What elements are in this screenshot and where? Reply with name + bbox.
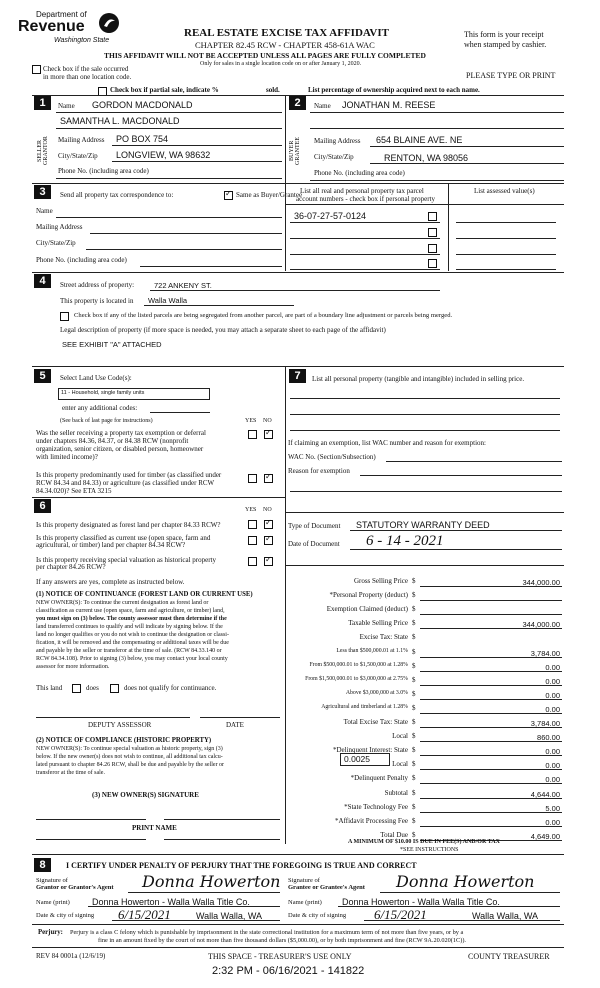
multi-location-label-1: Check box if the sale occurred bbox=[43, 65, 129, 73]
personal-property-checkbox-1[interactable] bbox=[428, 212, 437, 221]
legal-description-label: Legal description of property (if more space is needed, you may attach a separate sheet to each page of the affidavit) bbox=[60, 326, 386, 334]
sec6-yes-header: YES bbox=[245, 507, 257, 513]
dollar-sign: $ bbox=[412, 633, 416, 641]
see-instructions-note: *SEE INSTRUCTIONS bbox=[400, 847, 459, 853]
tax-row-value[interactable]: 3,784.00 bbox=[530, 649, 560, 658]
dollar-sign: $ bbox=[412, 605, 416, 613]
sec5-q2-line: 84.34.020)? See ETA 3215 bbox=[36, 487, 112, 495]
buyer-name-label: Name bbox=[314, 102, 331, 110]
grantee-name: Donna Howerton - Walla Walla Title Co. bbox=[342, 897, 500, 907]
sec6-q3-yes-checkbox[interactable] bbox=[248, 557, 257, 566]
rev-number: REV 84 0001a (12/6/19) bbox=[36, 952, 106, 960]
correspondence-city-label: City/State/Zip bbox=[36, 239, 76, 247]
grantee-sig-label-1: Signature of bbox=[288, 877, 320, 884]
grantor-date: 6/15/2021 bbox=[118, 907, 171, 922]
multi-location-checkbox[interactable] bbox=[32, 65, 41, 74]
notice1-line: you must sign on (3) below. The county assessor must then determine if the bbox=[36, 616, 227, 622]
notice1-line: and payable by the seller or transferor at the time of sale. (RCW 84.33.140 or bbox=[36, 648, 222, 654]
minimum-due-note: A MINIMUM OF $10.00 IS DUE IN FEE(S) AND/OR TAX bbox=[348, 839, 500, 845]
dor-swirl-icon bbox=[98, 12, 120, 34]
local-rate-field[interactable] bbox=[340, 753, 390, 766]
dollar-sign: $ bbox=[412, 690, 416, 698]
local-rate: 0.0025 bbox=[344, 754, 370, 764]
section-6-number: 6 bbox=[34, 499, 51, 513]
same-as-buyer-checkbox[interactable] bbox=[224, 191, 233, 200]
section-8-number: 8 bbox=[34, 858, 51, 872]
segregated-checkbox[interactable] bbox=[60, 312, 69, 321]
personal-property-checkbox-2[interactable] bbox=[428, 228, 437, 237]
tax-row-label: *Affidavit Processing Fee bbox=[335, 817, 408, 825]
buyer-mailing: 654 BLAINE AVE. NE bbox=[376, 135, 463, 145]
notice1-line: NEW OWNER(S): To continue the current designation as forest land or bbox=[36, 600, 209, 606]
correspondence-phone-label: Phone No. (including area code) bbox=[36, 256, 127, 264]
wac-number-label: WAC No. (Section/Subsection) bbox=[288, 453, 376, 461]
seller-city: LONGVIEW, WA 98632 bbox=[116, 150, 211, 160]
please-type: PLEASE TYPE OR PRINT bbox=[466, 71, 556, 80]
tax-row-label: *Delinquent Interest: State bbox=[332, 746, 408, 754]
sec6-q3-no-checkbox[interactable] bbox=[264, 557, 273, 566]
sec5-q1-line: with limited income)? bbox=[36, 453, 98, 461]
grantor-signature: Donna Howerton bbox=[142, 872, 281, 891]
sec6-question-1: Is this property designated as forest land per chapter 84.33 RCW? bbox=[36, 521, 221, 529]
ownership-note: List percentage of ownership acquired next to each name. bbox=[308, 86, 480, 94]
tax-row-label: Taxable Selling Price bbox=[348, 619, 408, 627]
segregated-label: Check box if any of the listed parcels are being segregated from another parcel, are part of a boundary line adjustment or parcels being merged. bbox=[74, 312, 453, 319]
dollar-sign: $ bbox=[412, 619, 416, 627]
tax-row-label: Agricultural and timberland at 1.28% bbox=[321, 704, 408, 710]
section-4-number: 4 bbox=[34, 274, 51, 288]
sec6-question-3-line: Is this property receiving special valuation as historical property bbox=[36, 556, 217, 564]
buyer-city-label: City/State/Zip bbox=[314, 153, 354, 161]
single-location-note: Only for sales in a single location code on or after January 1, 2020. bbox=[200, 61, 362, 67]
perjury-label: Perjury: bbox=[38, 929, 63, 936]
dept-of-text: Department of bbox=[36, 10, 87, 19]
grantee-sig-label-2: Grantee or Grantee's Agent bbox=[288, 884, 365, 891]
land-use-value: 11 - Household, single family units bbox=[61, 390, 145, 396]
document-date: 6 - 14 - 2021 bbox=[366, 533, 444, 549]
grantee-date-city-label: Date & city of signing bbox=[288, 912, 347, 919]
washington-state-text: Washington State bbox=[54, 37, 110, 44]
land-does-label: does bbox=[86, 684, 99, 692]
sec5-q1-yes-checkbox[interactable] bbox=[248, 430, 257, 439]
grantee-name-label: Name (print) bbox=[288, 899, 322, 906]
grantee-signature: Donna Howerton bbox=[396, 872, 535, 891]
tax-row-value[interactable]: 0.00 bbox=[545, 747, 560, 756]
tax-row-label: Local bbox=[392, 732, 408, 740]
multi-location-label-2: in more than one location code. bbox=[43, 73, 132, 81]
correspondence-name-label: Name bbox=[36, 207, 53, 215]
tax-row-value[interactable]: 0.00 bbox=[545, 761, 560, 770]
send-correspondence-label: Send all property tax correspondence to: bbox=[60, 191, 174, 199]
sec5-no-header: NO bbox=[263, 418, 272, 424]
sec5-q2-line: RCW 84.34 and 84.33) or agriculture (as classified under RCW bbox=[36, 479, 215, 487]
street-address: 722 ANKENY ST. bbox=[154, 281, 212, 290]
deputy-assessor-label: DEPUTY ASSESSOR bbox=[88, 721, 152, 729]
tax-row-label: Total Due bbox=[380, 831, 408, 839]
parcel-number: 36-07-27-57-0124 bbox=[294, 211, 367, 221]
located-in-label: This property is located in bbox=[60, 297, 134, 305]
tax-row-value[interactable]: 5.00 bbox=[545, 804, 560, 813]
document-type: STATUTORY WARRANTY DEED bbox=[356, 520, 490, 530]
personal-property-checkbox-4[interactable] bbox=[428, 259, 437, 268]
tax-row-label: Above $3,000,000 at 3.0% bbox=[345, 690, 408, 696]
tax-row-label: From $1,500,000.01 to $3,000,000 at 2.75% bbox=[305, 676, 408, 682]
tax-row-value[interactable]: 0.00 bbox=[545, 691, 560, 700]
tax-row-value[interactable]: 0.00 bbox=[545, 705, 560, 714]
seller-city-label: City/State/Zip bbox=[58, 152, 98, 160]
land-does-not-label: does not qualify for continuance. bbox=[124, 684, 217, 692]
tax-row-label: Excise Tax: State bbox=[359, 633, 408, 641]
notice1-line: RCW 84.34.108). Prior to signing (3) below, you may contact your local county bbox=[36, 656, 228, 662]
form-title: REAL ESTATE EXCISE TAX AFFIDAVIT bbox=[184, 27, 389, 39]
dollar-sign: $ bbox=[412, 662, 416, 670]
sec5-q2-line: Is this property predominantly used for timber (as classified under bbox=[36, 471, 222, 479]
see-back-note: (See back of last page for instructions) bbox=[60, 418, 153, 424]
grantor-date-city-label: Date & city of signing bbox=[36, 912, 95, 919]
tax-row-value[interactable]: 344,000.00 bbox=[522, 578, 560, 587]
notice2-line: lated pursuant to chapter 84.26 RCW, shall be due and payable by the seller or bbox=[36, 762, 225, 768]
dollar-sign: $ bbox=[412, 648, 416, 656]
tax-row-value[interactable]: 4,649.00 bbox=[530, 832, 560, 841]
county-treasurer-label: COUNTY TREASURER bbox=[468, 952, 550, 961]
same-as-buyer-label: Same as Buyer/Grantee bbox=[236, 191, 303, 199]
personal-property-checkbox-3[interactable] bbox=[428, 244, 437, 253]
dollar-sign: $ bbox=[412, 774, 416, 782]
seller-mailing-label: Mailing Address bbox=[58, 136, 105, 144]
dollar-sign: $ bbox=[412, 760, 416, 768]
recording-stamp: 2:32 PM - 06/16/2021 - 141822 bbox=[212, 965, 365, 977]
sec6-question-2-line: Is this property classified as current use (open space, farm and bbox=[36, 534, 211, 542]
section-2-number: 2 bbox=[289, 96, 306, 110]
assessor-date-label: DATE bbox=[226, 721, 244, 729]
section-1-number: 1 bbox=[34, 96, 51, 110]
dor-logo bbox=[18, 10, 128, 50]
seller-name-1: GORDON MACDONALD bbox=[92, 100, 193, 110]
revenue-text: Revenue bbox=[18, 18, 85, 35]
sec6-question-3-line: per chapter 84.26 RCW? bbox=[36, 563, 106, 571]
dollar-sign: $ bbox=[412, 704, 416, 712]
grantor-name-label: Name (print) bbox=[36, 899, 70, 906]
form-subtitle: CHAPTER 82.45 RCW - CHAPTER 458-61A WAC bbox=[195, 40, 375, 50]
dollar-sign: $ bbox=[412, 732, 416, 740]
notice2-line: NEW OWNER(S): To continue special valuation as historic property, sign (3) bbox=[36, 746, 223, 752]
treasurer-use-note: THIS SPACE - TREASURER'S USE ONLY bbox=[208, 952, 352, 961]
sec5-q2-no-checkbox[interactable] bbox=[264, 474, 273, 483]
buyer-name-1: JONATHAN M. REESE bbox=[342, 100, 436, 110]
grantee-city: Walla Walla, WA bbox=[472, 911, 539, 921]
buyer-city: RENTON, WA 98056 bbox=[384, 153, 469, 163]
land-use-label: Select Land Use Code(s): bbox=[60, 374, 132, 382]
sec6-q2-no-checkbox[interactable] bbox=[264, 536, 273, 545]
dollar-sign: $ bbox=[412, 676, 416, 684]
grantor-name: Donna Howerton - Walla Walla Title Co. bbox=[92, 897, 250, 907]
buyer-grantee-label: BUYER GRANTEE bbox=[289, 137, 301, 165]
grantor-sig-label-1: Signature of bbox=[36, 877, 68, 884]
receipt-note-1: This form is your receipt bbox=[464, 30, 544, 39]
buyer-mailing-label: Mailing Address bbox=[314, 137, 361, 145]
exemption-claim-label: If claiming an exemption, list WAC number and reason for exemption: bbox=[288, 439, 486, 447]
exemption-reason-label: Reason for exemption bbox=[288, 467, 350, 475]
form-warning: THIS AFFIDAVIT WILL NOT BE ACCEPTED UNLESS ALL PAGES ARE FULLY COMPLETED bbox=[104, 51, 426, 60]
notice-compliance-title: (2) NOTICE OF COMPLIANCE (HISTORIC PROPERTY) bbox=[36, 737, 212, 744]
tax-row-label: From $500,000.01 to $1,500,000 at 1.28% bbox=[309, 662, 408, 668]
notice1-line: land transferred continues to qualify and will indicate by signing below. If the bbox=[36, 624, 223, 630]
sec5-q1-no-checkbox[interactable] bbox=[264, 430, 273, 439]
tax-row-value[interactable]: 4,644.00 bbox=[530, 790, 560, 799]
buyer-phone-label: Phone No. (including area code) bbox=[314, 169, 405, 177]
this-land-label: This land bbox=[36, 684, 63, 692]
located-in: Walla Walla bbox=[148, 296, 188, 305]
notice2-line: transferor at the time of sale. bbox=[36, 770, 105, 776]
correspondence-mailing-label: Mailing Address bbox=[36, 223, 83, 231]
seller-phone-label: Phone No. (including area code) bbox=[58, 167, 149, 175]
parcel-header-1: List all real and personal property tax parcel bbox=[300, 187, 424, 195]
dollar-sign: $ bbox=[412, 831, 416, 839]
sec5-q1-line: Was the seller receiving a property tax exemption or deferral bbox=[36, 429, 206, 437]
sec6-question-2-line: agricultural, or timber) land per chapter 84.34 RCW? bbox=[36, 541, 186, 549]
land-does-not-checkbox[interactable] bbox=[110, 684, 119, 693]
grantor-sig-label-2: Grantor or Grantor's Agent bbox=[36, 884, 114, 891]
dollar-sign: $ bbox=[412, 577, 416, 585]
tax-row-value[interactable]: 0.00 bbox=[545, 677, 560, 686]
perjury-text-2: fine in an amount fixed by the court of not more than five thousand dollars ($5,000.00), or by both imprisonment and fine (RCW 9A.20.020(1C)). bbox=[98, 937, 467, 944]
list-personal-property-label: List all personal property (tangible and intangible) included in selling price. bbox=[312, 375, 525, 383]
additional-codes-label: enter any additional codes: bbox=[62, 404, 138, 412]
notice1-line: classification as current use (open space, farm and agriculture, or timber) land, bbox=[36, 608, 225, 614]
tax-row-label: Gross Selling Price bbox=[353, 577, 408, 585]
sec6-q1-no-checkbox[interactable] bbox=[264, 520, 273, 529]
sec5-q1-line: under chapters 84.36, 84.37, or 84.38 RCW (nonprofit bbox=[36, 437, 189, 445]
dollar-sign: $ bbox=[412, 817, 416, 825]
partial-sale-label: Check box if partial sale, indicate % bbox=[110, 86, 219, 94]
grantee-date: 6/15/2021 bbox=[374, 907, 427, 922]
sec6-no-header: NO bbox=[263, 507, 272, 513]
dollar-sign: $ bbox=[412, 718, 416, 726]
notice1-line: assessor for more information. bbox=[36, 664, 110, 670]
section-3-number: 3 bbox=[34, 185, 51, 199]
grantor-city: Walla Walla, WA bbox=[196, 911, 263, 921]
sec5-q2-yes-checkbox[interactable] bbox=[248, 474, 257, 483]
sec6-q1-yes-checkbox[interactable] bbox=[248, 520, 257, 529]
document-date-label: Date of Document bbox=[288, 540, 340, 548]
legal-description: SEE EXHIBIT "A" ATTACHED bbox=[62, 340, 162, 349]
sec6-q2-yes-checkbox[interactable] bbox=[248, 536, 257, 545]
tax-row-label: *Personal Property (deduct) bbox=[329, 591, 408, 599]
document-type-label: Type of Document bbox=[288, 522, 341, 530]
tax-row-value[interactable]: 344,000.00 bbox=[522, 620, 560, 629]
tax-row-label: *State Technology Fee bbox=[344, 803, 408, 811]
seller-mailing: PO BOX 754 bbox=[116, 134, 169, 144]
tax-row-value[interactable]: 860.00 bbox=[537, 733, 560, 742]
dollar-sign: $ bbox=[412, 591, 416, 599]
notice1-line: fication, it will be removed and the compensating or additional taxes will be due bbox=[36, 640, 229, 646]
dollar-sign: $ bbox=[412, 746, 416, 754]
tax-row-label: Subtotal bbox=[384, 789, 408, 797]
dollar-sign: $ bbox=[412, 803, 416, 811]
certify-statement: I CERTIFY UNDER PENALTY OF PERJURY THAT THE FOREGOING IS TRUE AND CORRECT bbox=[66, 861, 417, 870]
notice-continuance-title: (1) NOTICE OF CONTINUANCE (FOREST LAND OR CURRENT USE) bbox=[36, 591, 253, 598]
new-owner-signature-label: (3) NEW OWNER(S) SIGNATURE bbox=[92, 791, 199, 799]
tax-row-label: Local bbox=[392, 760, 408, 768]
land-use-select[interactable] bbox=[58, 388, 210, 400]
print-name-label: PRINT NAME bbox=[132, 824, 177, 832]
dollar-sign: $ bbox=[412, 789, 416, 797]
tax-row-value[interactable]: 0.00 bbox=[545, 818, 560, 827]
seller-name-2: SAMANTHA L. MACDONALD bbox=[60, 116, 180, 126]
notice1-line: land no longer qualifies or you do not wish to continue the designation or classi- bbox=[36, 632, 229, 638]
section-7-number: 7 bbox=[289, 369, 306, 383]
tax-row-value[interactable]: 3,784.00 bbox=[530, 719, 560, 728]
street-address-label: Street address of property: bbox=[60, 281, 135, 289]
tax-row-label: Less than $500,000.01 at 1.1% bbox=[336, 648, 408, 654]
land-does-checkbox[interactable] bbox=[72, 684, 81, 693]
seller-name-label: Name bbox=[58, 102, 75, 110]
tax-row-value[interactable]: 0.00 bbox=[545, 663, 560, 672]
tax-row-label: *Delinquent Penalty bbox=[350, 774, 408, 782]
if-yes-note: If any answers are yes, complete as instructed below. bbox=[36, 578, 185, 586]
section-5-number: 5 bbox=[34, 369, 51, 383]
sec5-yes-header: YES bbox=[245, 418, 257, 424]
parcel-header-2: account numbers - check box if personal property bbox=[296, 195, 435, 203]
assessed-value-header: List assessed value(s) bbox=[474, 187, 535, 195]
notice2-line: below. If the new owner(s) does not wish to continue, all additional tax calcu- bbox=[36, 754, 223, 760]
receipt-note-2: when stamped by cashier. bbox=[464, 40, 547, 49]
sec5-q1-line: organization, senior citizen, or disabled person, homeowner bbox=[36, 445, 204, 453]
tax-row-label: Total Excise Tax: State bbox=[343, 718, 408, 726]
tax-row-value[interactable]: 0.00 bbox=[545, 775, 560, 784]
seller-grantor-label: SELLER GRANTOR bbox=[37, 136, 49, 166]
perjury-text-1: Perjury is a class C felony which is punishable by imprisonment in the state correctional institution for a maximum term of not more than five years, or by a bbox=[70, 929, 464, 936]
tax-row-label: Exemption Claimed (deduct) bbox=[326, 605, 408, 613]
partial-sold-label: sold. bbox=[266, 86, 280, 94]
